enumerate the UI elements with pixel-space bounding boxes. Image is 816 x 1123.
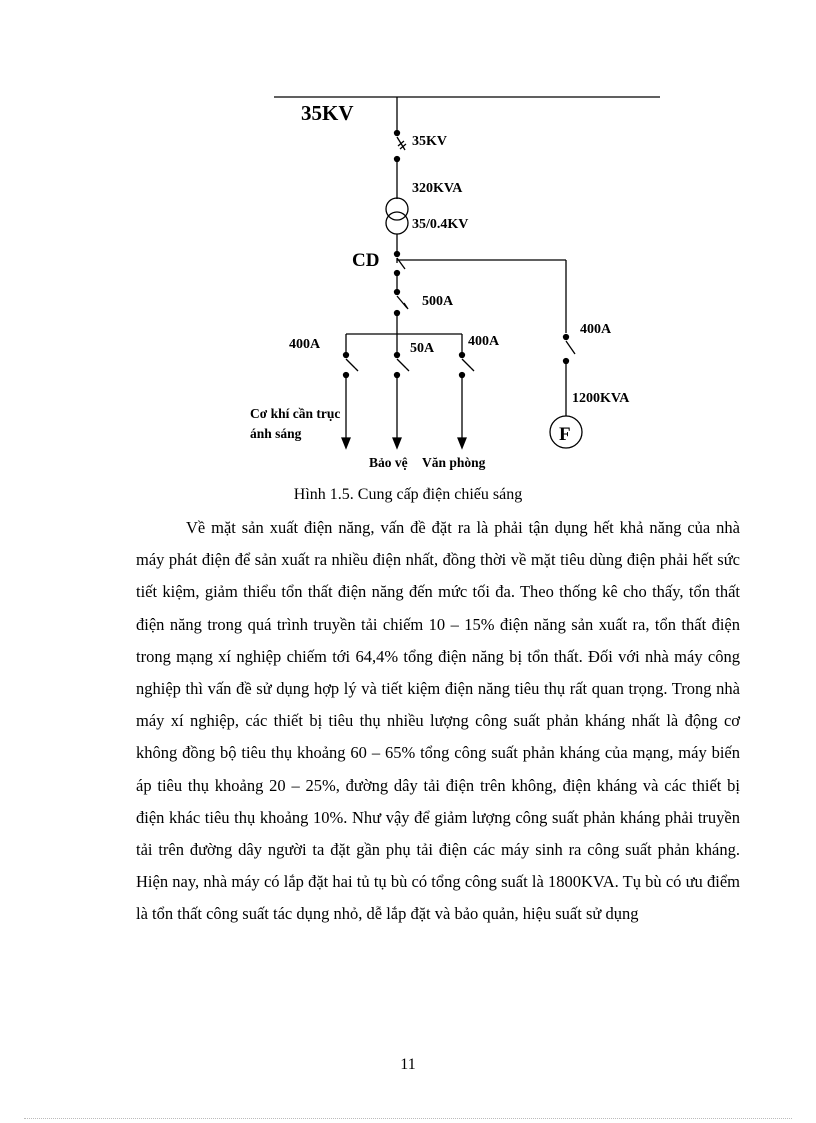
breaker-left [346,359,355,368]
load-arrow-middle [393,438,401,448]
load-arrow-right [458,438,466,448]
body-paragraph: Về mặt sản xuất điện năng, vấn đề đặt ra là phải tận dụng hết khả năng của nhà máy phát điện để sản xuất ra nhiều điện nhất, đồng thời về mặt tiêu dùng điện phải hết sức tiết kiệm, giảm thiểu tổn thất điện năng đến mức tối đa. Theo thống kê cho thấy, tổn thất điện năng trong quá trình truyền tải chiếm 10 – 15% điện năng sản xuất ra, tổn thất điện trong mạng xí nghiệp chiếm tới 64,4% tổng điện năng bị tổn thất. Đối với nhà máy công nghiệp thì vấn đề sử dụng hợp lý và tiết kiệm điện năng tiêu thụ rất quan trọng. Trong nhà máy xí nghiệp, các thiết bị tiêu thụ nhiều lượng công suất phản kháng nhất là động cơ không đồng bộ tiêu thụ khoảng 60 – 65% tổng công suất phản kháng của mạng, máy biến áp tiêu thụ khoảng 20 – 25%, đường dây tải điện trên không, điện kháng và các thiết bị điện khác tiêu thụ khoảng 10%. Như vậy để giảm lượng công suất phản kháng phải truyền tải trên đường dây người ta đặt gần phụ tải điện các máy sinh ra công suất phản kháng. Hiện nay, nhà máy có lắp đặt hai tủ tụ bù có tổng công suất là 1800KVA. Tụ bù có ưu điểm là tổn thất công suất tác dụng nhỏ, dễ lắp đặt và bảo quản, hiệu suất sử dụng [136,518,740,924]
transformer-secondary-winding [386,212,408,234]
bus-label: 35KV [301,101,354,125]
breaker-right-label: 400A [468,334,500,349]
generator-rating-label: 1200KVA [572,391,630,406]
transformer-primary-winding [386,198,408,220]
load-1-label-line2: ánh sáng [250,426,302,441]
transformer-rating-label: 320KVA [412,181,463,196]
page-bottom-divider [24,1118,792,1119]
breaker-right [462,359,471,368]
breaker-middle [397,359,406,368]
load-2-label: Bảo vệ [369,455,408,470]
generator-breaker-label: 400A [580,322,612,337]
transformer-ratio-label: 35/0.4KV [412,217,469,232]
load-arrow-left [342,438,350,448]
load-3-label: Văn phòng [422,455,486,470]
breaker-35kv-label: 35KV [412,134,447,149]
switch-cd-label: CD [352,250,380,271]
breaker-left-label: 400A [289,337,321,352]
figure-caption: Hình 1.5. Cung cấp điện chiếu sáng [293,486,523,503]
power-supply-diagram [0,0,816,480]
breaker-middle-label: 50A [410,341,435,356]
breaker-500a-label: 500A [422,294,454,309]
breaker-generator [566,341,575,354]
generator-symbol-label: F [559,424,571,445]
page-number: 11 [400,1056,416,1073]
load-1-label-line1: Cơ khí cần trục [250,406,341,421]
